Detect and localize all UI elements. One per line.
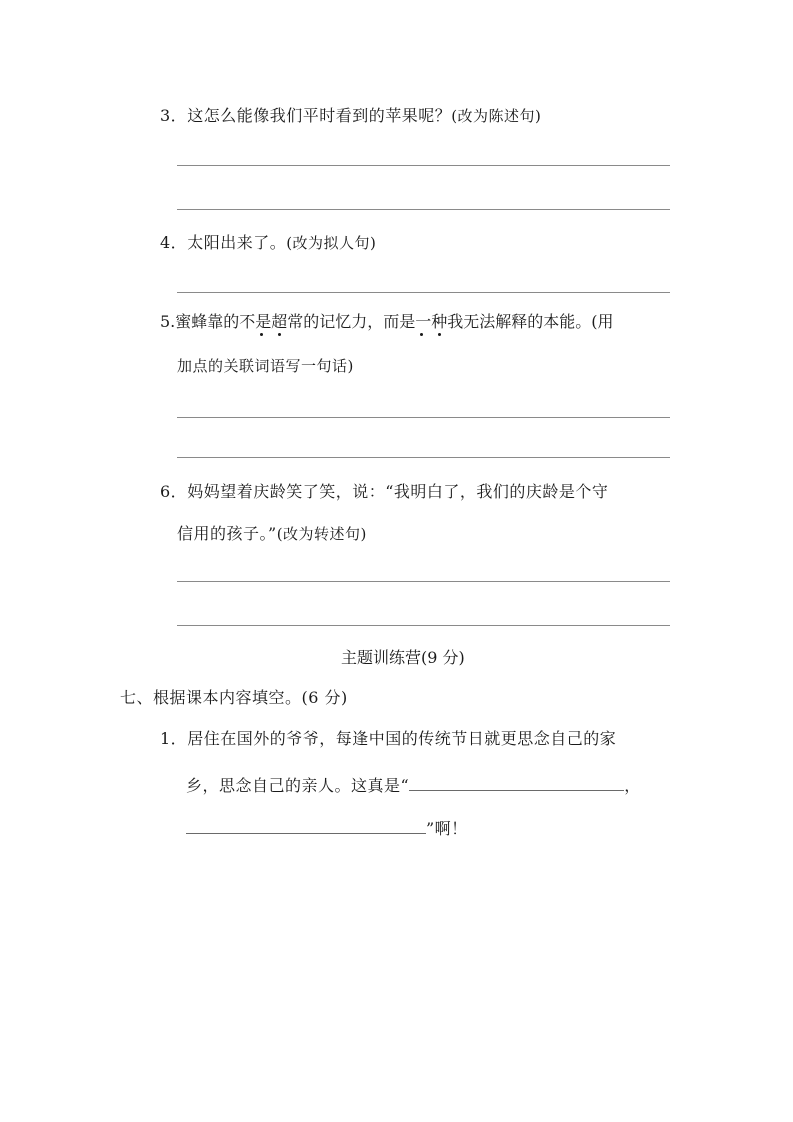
question-instruction: (改为陈述句)	[451, 107, 542, 125]
question-5-line-1	[160, 312, 614, 332]
question-number: 4．	[160, 233, 188, 252]
question-text: 这怎么能像我们平时看到的苹果呢？	[187, 106, 452, 125]
fill-blank-2[interactable]	[186, 817, 426, 834]
question-text: 居住在国外的爷爷，每逢中国的传统节日就更思念自己的家	[187, 729, 617, 748]
answer-line[interactable]	[177, 625, 670, 626]
question-text: ”啊！	[426, 819, 468, 838]
answer-line[interactable]	[177, 417, 670, 418]
question-number: 1．	[160, 729, 188, 748]
question-number: 3．	[160, 106, 188, 125]
question-number: 5.	[160, 312, 176, 331]
question-instruction: (改为转述句)	[276, 525, 367, 543]
question-5-line-2	[177, 356, 354, 376]
fill-question-1-line-2	[186, 774, 641, 796]
emphasis-dot	[278, 333, 281, 336]
fill-blank-1[interactable]	[409, 774, 624, 791]
question-6-line-1	[160, 482, 608, 502]
answer-line[interactable]	[177, 457, 670, 458]
answer-line[interactable]	[177, 292, 670, 293]
question-text: 信用的孩子。”	[177, 524, 277, 543]
emphasis-dot	[420, 333, 423, 336]
question-6-line-2	[177, 524, 367, 544]
fill-question-1-line-1	[160, 729, 616, 749]
question-text: 乡，思念自己的亲人。这真是“	[186, 776, 410, 795]
question-number: 6．	[160, 482, 188, 501]
question-text: 太阳出来了。	[187, 233, 287, 252]
question-text: 蜜蜂靠的不是超常的记忆力，而是一种我无法解释的本能。(用	[175, 312, 614, 331]
fill-question-1-line-3	[186, 817, 468, 839]
question-instruction: (改为拟人句)	[286, 234, 377, 252]
emphasis-dot	[438, 333, 441, 336]
question-4	[160, 233, 376, 253]
answer-line[interactable]	[177, 209, 670, 210]
emphasis-dot	[260, 333, 263, 336]
punctuation: ，	[624, 776, 641, 795]
question-instruction: 加点的关联词语写一句话)	[177, 357, 354, 375]
answer-line[interactable]	[177, 165, 670, 166]
section-7-heading: 七、根据课本内容填空。(6 分)	[120, 688, 348, 707]
question-text: 妈妈望着庆龄笑了笑，说：“我明白了，我们的庆龄是个守	[187, 482, 609, 501]
section-title: 主题训练营(9 分)	[341, 648, 465, 667]
question-3	[160, 106, 541, 126]
answer-line[interactable]	[177, 581, 670, 582]
